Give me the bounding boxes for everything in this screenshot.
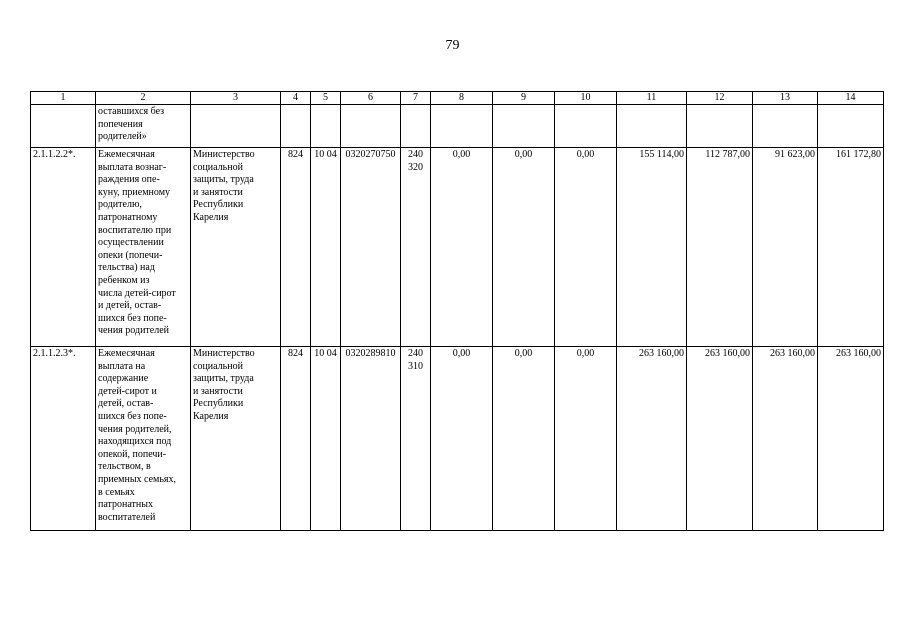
cell-11: [617, 105, 687, 148]
cell-10: 0,00: [555, 347, 617, 531]
header-cell: 12: [687, 92, 753, 105]
agency-cell: Министерство социальной защиты, труда и занятости Республики Карелия: [191, 148, 281, 347]
cell-13: 263 160,00: [753, 347, 818, 531]
name-cell: Ежемесячная выплата вознаг- раждения опе- куну, приемному родителю, патронатному воспитателю при осуществлении опеки (попечи- тельства) над ребенком из числа детей-сирот и детей, остав- шихся без попе- чения родителей: [96, 148, 191, 347]
cell-5: 10 04: [311, 148, 341, 347]
cell-7: 240 310: [401, 347, 431, 531]
code-cell: [31, 105, 96, 148]
cell-4: [281, 105, 311, 148]
table-row: [31, 105, 884, 148]
agency-cell: [191, 105, 281, 148]
cell-8: [431, 105, 493, 148]
cell-8: 0,00: [431, 148, 493, 347]
name-cell: оставшихся без попечения родителей»: [96, 105, 191, 148]
code-cell: 2.1.1.2.3*.: [31, 347, 96, 531]
cell-10: 0,00: [555, 148, 617, 347]
cell-5: 10 04: [311, 347, 341, 531]
header-cell: 8: [431, 92, 493, 105]
name-cell: Ежемесячная выплата на содержание детей-сирот и детей, остав- шихся без попе- чения родителей, находящихся под опекой, попечи- тельством, в приемных семьях, в семьях патронатных воспитателей: [96, 347, 191, 531]
header-cell: 14: [818, 92, 884, 105]
cell-6: [341, 105, 401, 148]
cell-10: [555, 105, 617, 148]
cell-9: [493, 105, 555, 148]
cell-6: 0320270750: [341, 148, 401, 347]
agency-cell: Министерство социальной защиты, труда и занятости Республики Карелия: [191, 347, 281, 531]
cell-14: 161 172,80: [818, 148, 884, 347]
cell-9: 0,00: [493, 347, 555, 531]
code-cell: 2.1.1.2.2*.: [31, 148, 96, 347]
header-cell: 5: [311, 92, 341, 105]
cell-12: [687, 105, 753, 148]
cell-8: 0,00: [431, 347, 493, 531]
header-cell: 13: [753, 92, 818, 105]
header-cell: 2: [96, 92, 191, 105]
cell-9: 0,00: [493, 148, 555, 347]
cell-14: 263 160,00: [818, 347, 884, 531]
header-cell: 6: [341, 92, 401, 105]
header-cell: 1: [31, 92, 96, 105]
header-cell: 11: [617, 92, 687, 105]
cell-12: 112 787,00: [687, 148, 753, 347]
cell-11: 263 160,00: [617, 347, 687, 531]
header-cell: 7: [401, 92, 431, 105]
budget-table: [30, 91, 884, 531]
header-cell: 4: [281, 92, 311, 105]
page-number: 79: [445, 38, 460, 53]
table-row: [31, 347, 884, 531]
header-cell: 10: [555, 92, 617, 105]
cell-4: 824: [281, 347, 311, 531]
cell-12: 263 160,00: [687, 347, 753, 531]
header-cell: 3: [191, 92, 281, 105]
header-row: [31, 92, 884, 105]
cell-11: 155 114,00: [617, 148, 687, 347]
cell-7: [401, 105, 431, 148]
cell-13: 91 623,00: [753, 148, 818, 347]
cell-13: [753, 105, 818, 148]
cell-7: 240 320: [401, 148, 431, 347]
cell-5: [311, 105, 341, 148]
header-cell: 9: [493, 92, 555, 105]
cell-14: [818, 105, 884, 148]
cell-6: 0320289810: [341, 347, 401, 531]
cell-4: 824: [281, 148, 311, 347]
table-row: [31, 148, 884, 347]
